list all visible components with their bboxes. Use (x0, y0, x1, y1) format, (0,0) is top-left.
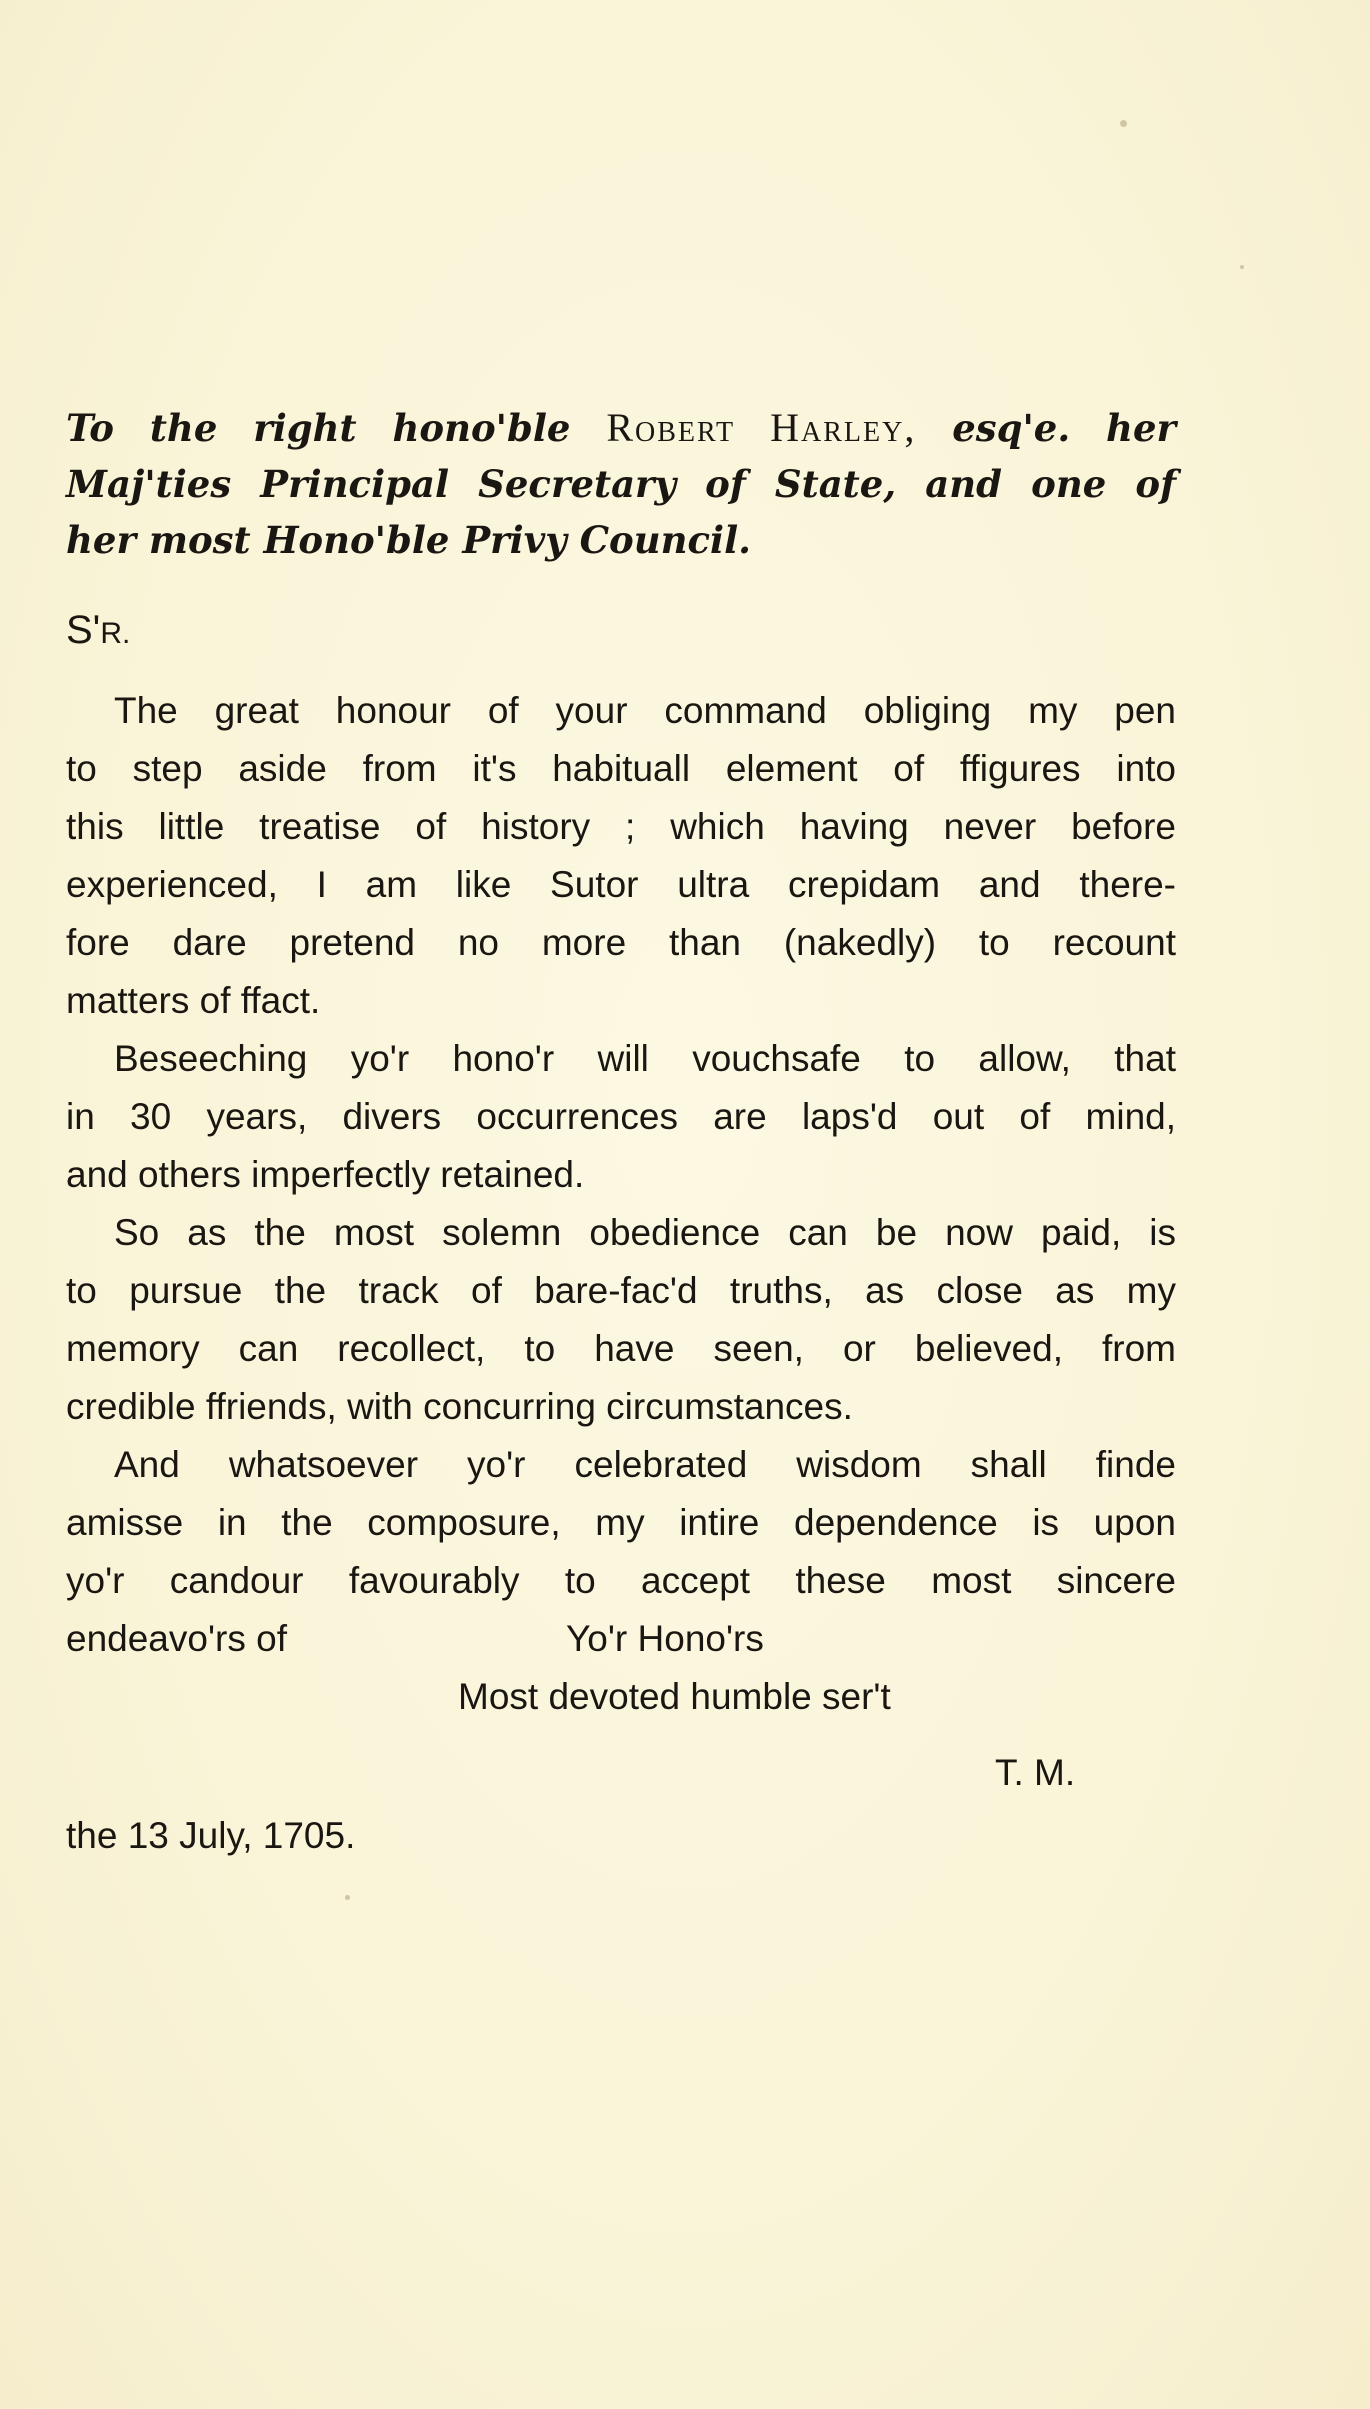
paragraph-line: fore dare pretend no more than (nakedly) to recount (66, 922, 1176, 963)
paragraph-line: memory can recollect, to have seen, or believed, from (66, 1328, 1176, 1369)
closing-yours: Yo'r Hono'rs (566, 1618, 764, 1659)
paragraph-line: The great honour of your command obliging my pen (114, 690, 1176, 731)
paragraph-line: amisse in the composure, my intire dependence is upon (66, 1502, 1176, 1543)
address-line-3: her most Hono'ble Privy Council. (66, 518, 752, 562)
address-line1-rest: esq'e. her (952, 406, 1176, 450)
address-prefix: To the right hono'ble (66, 406, 571, 450)
address-recipient-name: Robert Harley, (606, 405, 917, 450)
paper-speck (1240, 265, 1244, 269)
paragraph-line: in 30 years, divers occurrences are laps'd out of mind, (66, 1096, 1176, 1137)
paragraph-line: yo'r candour favourably to accept these most sincere (66, 1560, 1176, 1601)
paragraph-1 (66, 682, 1176, 1030)
salutation-rest: R. (100, 617, 131, 650)
closing-endeavours: endeavo'rs of (66, 1618, 287, 1659)
paragraph-line: Beseeching yo'r hono'r will vouchsafe to allow, that (114, 1038, 1176, 1079)
salutation-first: S' (66, 608, 101, 652)
paragraph-3 (66, 1204, 1176, 1436)
letter-date: the 13 July, 1705. (66, 1815, 356, 1856)
paragraph-line: and others imperfectly retained. (66, 1154, 585, 1195)
paper-speck (345, 1895, 350, 1900)
salutation (66, 608, 130, 653)
signature-initials: T. M. (995, 1752, 1076, 1793)
paragraph-line: experienced, I am like Sutor ultra crepidam and there- (66, 864, 1176, 905)
paragraph-4 (66, 1436, 1176, 1610)
paragraph-line: matters of ffact. (66, 980, 321, 1021)
dedication-address (66, 400, 1176, 568)
address-line-2: Maj'ties Principal Secretary of State, and one of (66, 462, 1176, 506)
paragraph-line: to pursue the track of bare-fac'd truths, as close as my (66, 1270, 1176, 1311)
closing-devoted: Most devoted humble ser't (458, 1676, 891, 1717)
paragraph-line: this little treatise of history ; which having never before (66, 806, 1176, 847)
paragraph-line: So as the most solemn obedience can be now paid, is (114, 1212, 1176, 1253)
paper-speck (1120, 120, 1127, 127)
paragraph-line: And whatsoever yo'r celebrated wisdom shall finde (114, 1444, 1176, 1485)
paragraph-line: credible ffriends, with concurring circumstances. (66, 1386, 853, 1427)
paragraph-line: to step aside from it's habituall element of ffigures into (66, 748, 1176, 789)
paragraph-2 (66, 1030, 1176, 1204)
